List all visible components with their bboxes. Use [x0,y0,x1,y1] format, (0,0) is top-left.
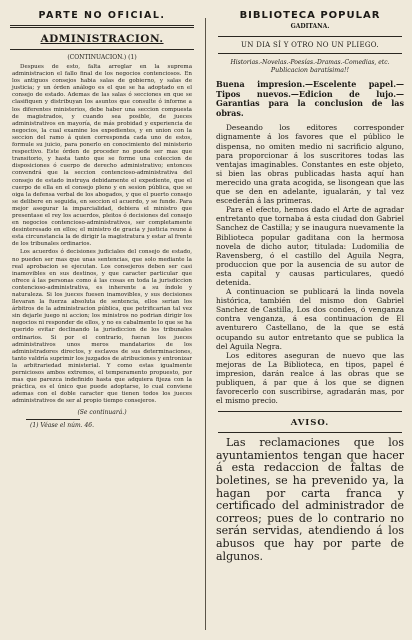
biblioteca-subtitle: GADITANA. [290,23,330,30]
aviso-text: Las reclamaciones que los ayuntamientos tengan que hacer á esta redaccion de faltas de boletines, se ha prevenido ya, la hagan por carta franca y certificado del administrador de correos; pues de lo contrario no serán servidas, atendiendo á los abusos que hay por parte de algunos. [216,436,404,563]
left-masthead: PARTE NO OFICIAL. [38,10,166,21]
article-paragraph-1: Despues de esto, falta arreglar en la suprema administracion el fallo final de los negocios contenciosos. En los antiguos consejos habia salas de gobierno, y salas de justicia; y un órden análogo es el que se ha adoptado en el consejo de estado. Ademas de las salas ó secciones en que se clasifiquen y distribuyan los asuntos que consulte ó informe a los diferentes ministerios, debe haber una seccion compuesta de magistrados, y cuando sea posible, de jueces administrativos en mayoría, de más probidad y experiencia de negocios, la cual examine los expedientes, y en union con la seccion del ramo á quien corresponda cada uno de estos, formule su juicio, para ponerlo en conocimiento del ministerio respectivo. Este órden de proceder no puede ser mas que transitorio, y hasta tanto que se forme una coleccion de disposiciones ó cuerpo de derecho administrativo; entonces convendrá que la seccion contencioso-administrativa del consejo de estado instruya debidamente el expediente, que el cuerpo de ella en el consejo pleno y en sesion pública, que se oiga la defensa verbal de los abogados, y que el puerto consejo se delibere en seguida, en seccion el acuerdo, y se funde. Para mejor asegurar la imparcialidad, debiera el ministro que presentase el rey los acuerdos, pleitos ó decisiones del consejo en negocios contencioso-administrativos, ser completamente desinteresado en ellos; el ministro de gracia y justicia reune á esta circunstancia la de dirigir la magistratura y estar al frente de los tribunales ordinarios. [12,64,192,248]
aviso-rule-top [218,411,402,412]
section-title: ADMINISTRACION. [40,33,164,45]
aviso-rule-bottom [218,432,402,433]
title-rule [10,49,194,50]
continuation-subtitle: (CONTINUACION.) (1) [67,54,137,61]
article-paragraph-2: Los acuerdos ó decisiones judiciales del consejo de estado, no pueden ser mas que unas sentencias, que solo mediante la real aprobacion se ejecutan. Los consejeros deben ser casi inamovibles en sus destinos, y que caracter particular que ofrece á las personas como á las cosas en toda la jurisdiccion contencioso-administrativa, es inherente a su índole y naturaleza. Si los jueces fuesen inamovibles, y sus decisiones llevaran la fuerza absoluta de sentencia, ellos serian los árbitros de la administracion pública, que petrificarian tal vez sin dejarle juego ni accion; los ministros no podrian dirigir los negocios ni responder de ellos, y no es cabalmente lo que se ha querido evitar declinando la jurisdiccion de los tribunales ordinarios. Si por el contrario, fueran los jueces administrativos unos meros mandatarios de los administradores directos, y esclavos de sus determinaciones, tanto valdría suprimir los juzgados de atribuciones y entronizar la arbitrariedad ministerial. Y como estas igualmente perniciosos ambos extremos, el temperamento propuesto, por mas que parezca indefinido hasta que adquiera fijeza con la práctica, es el único que puede adoptarse, lo cual conviene ademas con el doble caracter que tienen todos los jueces administrativos de ser al propio tiempo consejeros. [12,249,192,405]
tagline-rule-bottom [218,53,402,54]
right-column [212,0,408,563]
categories: Historias.-Novelas.-Poesías.-Dramas.-Comedias, etc. [230,59,390,66]
column-divider [205,18,206,630]
aviso-title: AVISO. [290,418,330,429]
aviso-body [212,437,408,563]
biblioteca-paragraph-1: Deseando los editores corresponder dignamente á los favores que el público le dispensa, no omiten medio ni sacrificio alguno, para proporcionar á los suscritores todas las ventajas imaginables. Constantes en este objeto, si bien las obras publicadas hasta aquí han merecido una grata acogida, se lisongean que las que se den en adelante, igualarán, y tal vez escederán á las primeras. [216,123,404,206]
biblioteca-body [212,123,408,405]
tagline-rule-top [218,36,402,37]
continuara-note: (Se continuará.) [77,408,127,416]
tagline: UN DIA SÍ Y OTRO NO UN PLIEGO. [241,41,379,49]
lead-text: Buena impresion.—Escelente papel.—Tipos nuevos.—Edicion de lujo.—Garantias para la conclusion de las obras. [216,79,404,118]
article-body [4,64,200,406]
biblioteca-paragraph-4: Los editores aseguran de nuevo que las mejoras de La Biblioteca, en tipos, papel é impresion, darán realce á las obras que se publiquen, á par que á los que se dignen favorecerlo con suscribirse, agradarán mas, por el mismo precio. [216,350,404,406]
footnote-rule [26,419,80,420]
biblioteca-paragraph-3: A continuacion se publicará la linda novela histórica, también del mismo don Gabriel Sanchez de Castilla, Los dos condes, ó venganza contra venganza, á esa continuacion de El aventurero Castellano, de la que se está ocupando su autor entretanto que se publica la del Aguila Negra. [216,287,404,351]
published-note: Publicacion baratísima!! [270,67,350,74]
masthead-rule [10,25,194,28]
biblioteca-paragraph-2: Para el efecto, hemos dado el Arte de agradar entretanto que tornaba á esta ciudad don Gabriel Sanchez de Castilla; y se inaugura nuevamente la Biblioteca popular gaditana con la hermosa novela de dicho autor, titulada: Ludomilia de Ravensberg, ó el castillo del Aguila Negra, produccion que por la ausencia de su autor de esta capital y causas particulares, quedó detenida. [216,205,404,287]
footnote: (1) Véase el núm. 46. [30,421,95,429]
biblioteca-masthead: BIBLIOTECA POPULAR [239,10,381,21]
left-column [4,0,200,429]
